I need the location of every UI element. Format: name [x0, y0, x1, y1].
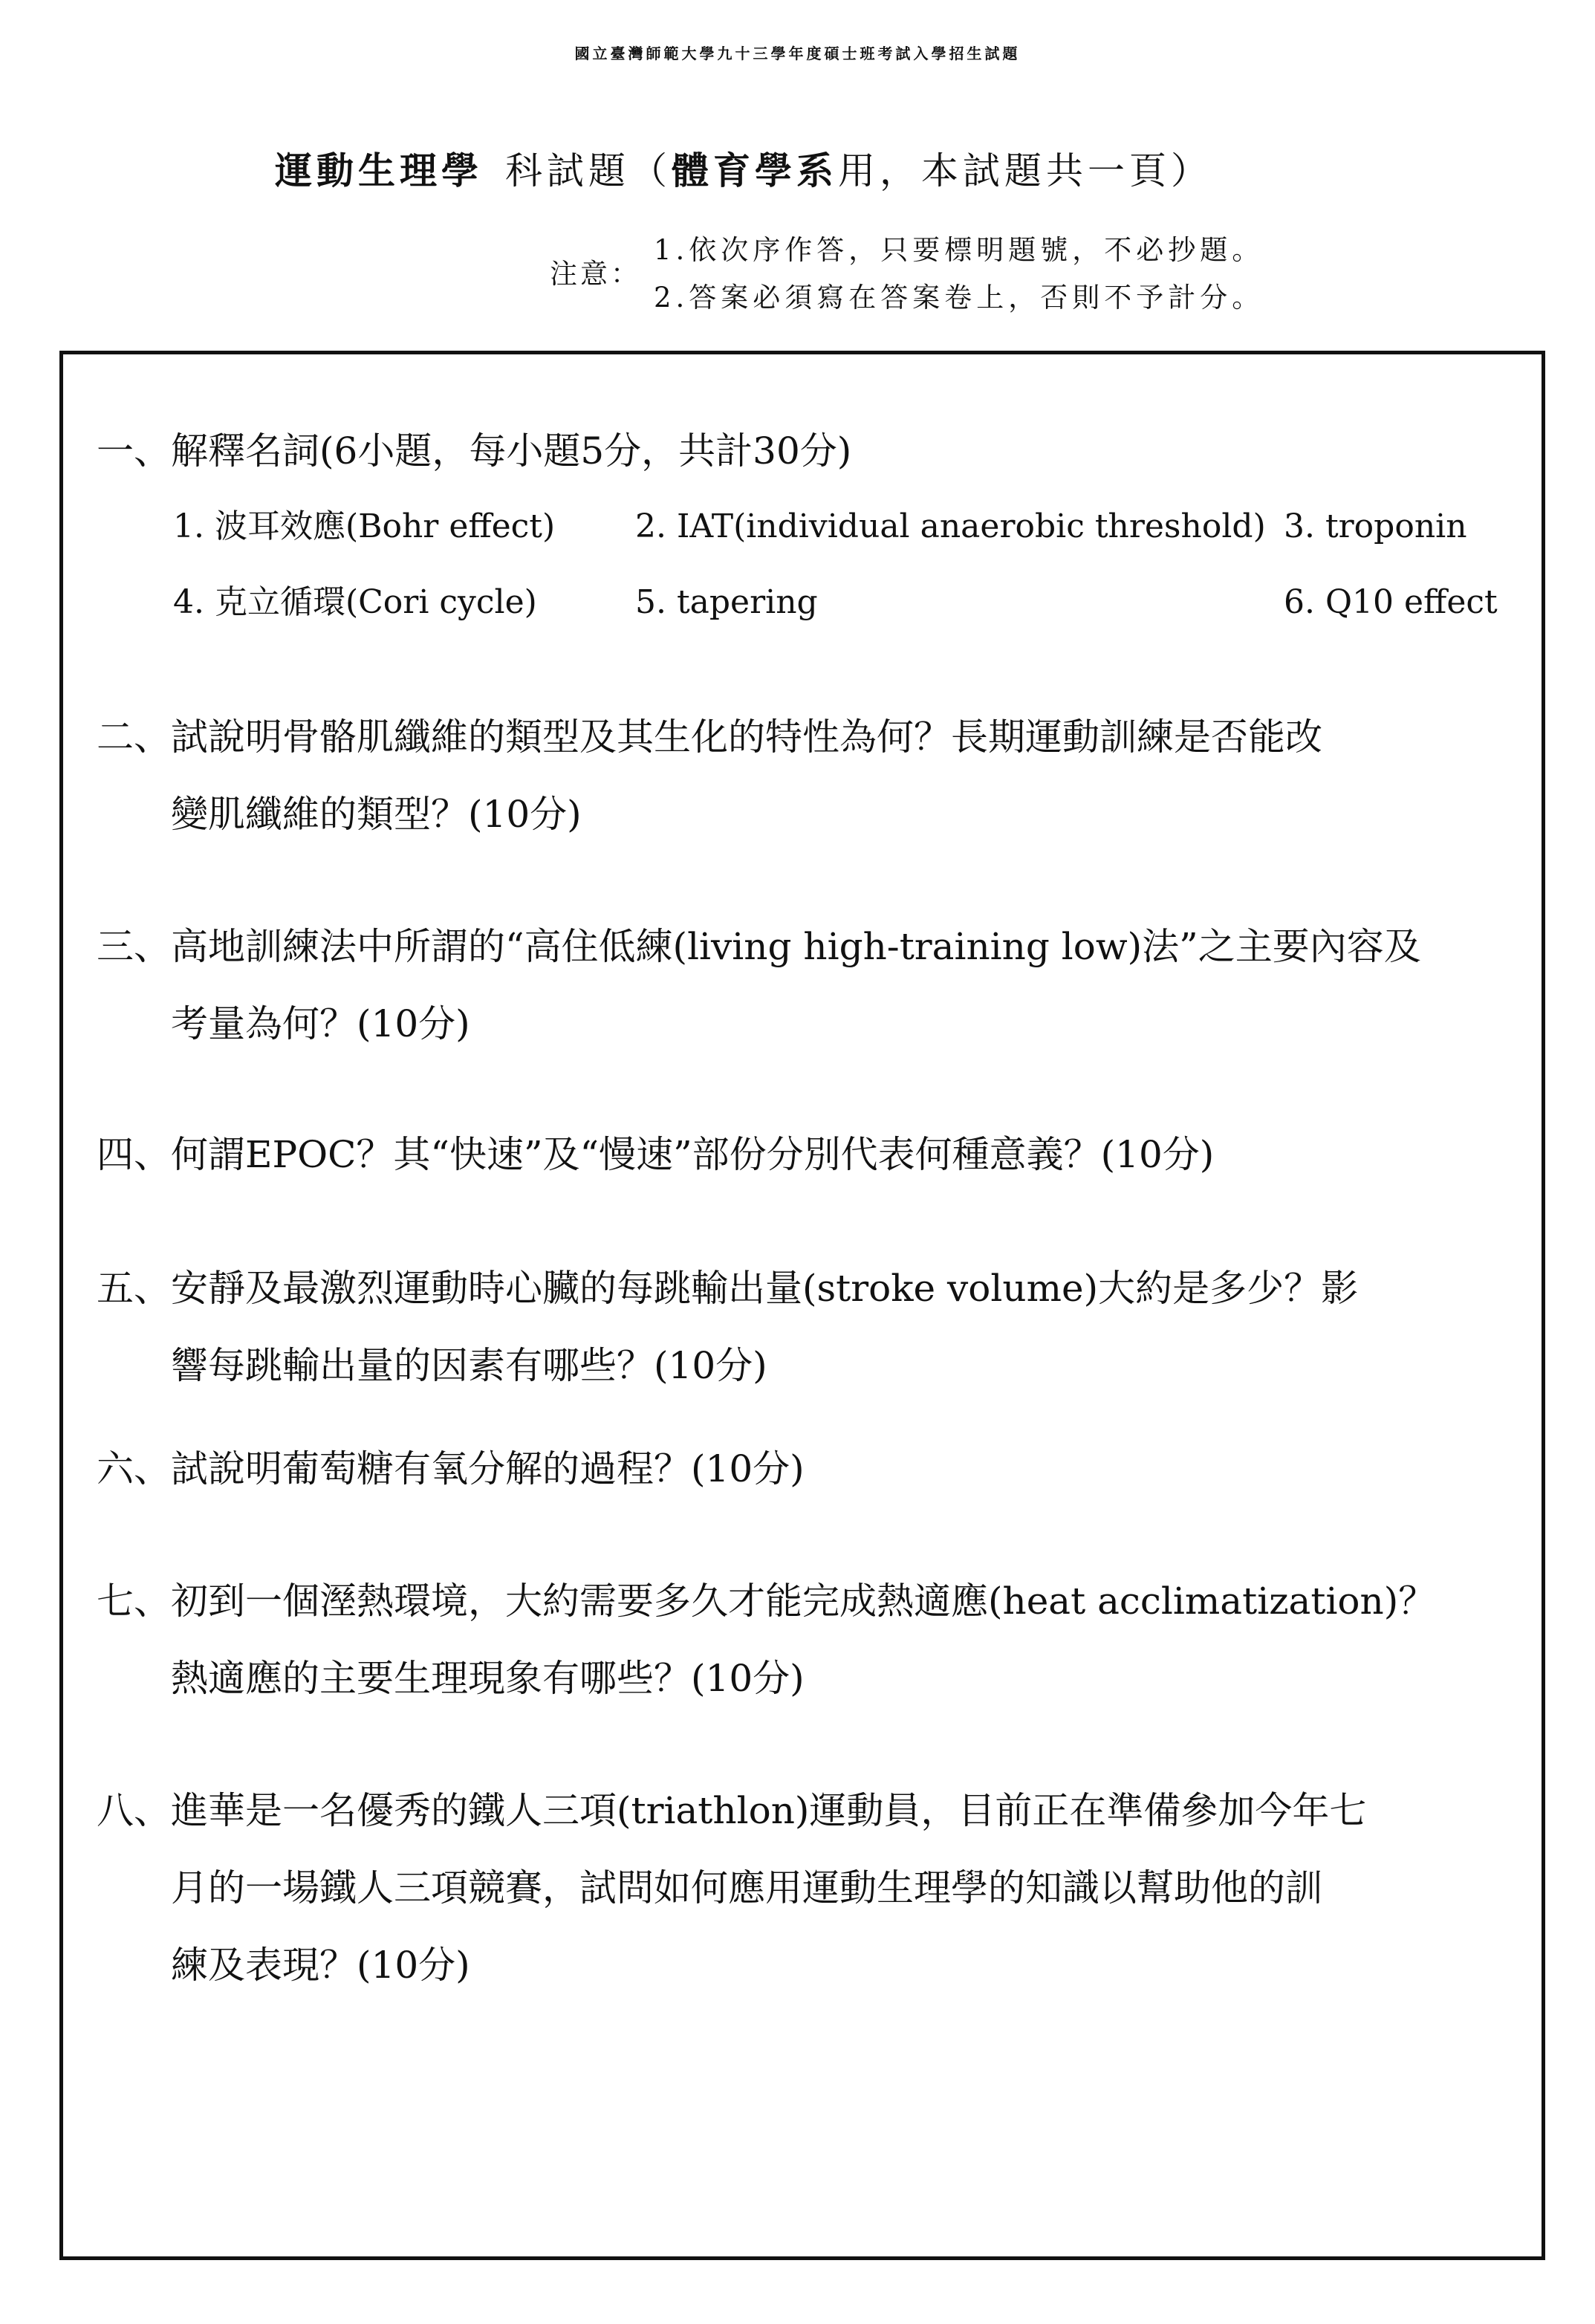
subject-line	[275, 149, 1212, 192]
question-line: 練及表現？(10分)	[171, 1944, 470, 1987]
question-line: 六、試說明葡萄糖有氧分解的過程？(10分)	[97, 1447, 805, 1490]
question-line: 變肌纖維的類型？(10分)	[171, 793, 582, 836]
question-line: 考量為何？(10分)	[171, 1002, 470, 1045]
subject-line-suffix: 用，本試題共一頁）	[838, 149, 1212, 192]
question-line: 五、安靜及最激烈運動時心臟的每跳輸出量(stroke volume)大約是多少？影	[97, 1267, 1359, 1310]
term-3: 3. troponin	[1284, 507, 1467, 545]
question-line: 七、初到一個溼熱環境，大約需要多久才能完成熱適應(heat acclimatization)？	[97, 1580, 1436, 1623]
department-name: 體育學系	[672, 149, 838, 192]
question-line: 三、高地訓練法中所謂的“高住低練(living high-training low)法”之主要內容及	[97, 925, 1421, 968]
question-line: 熱適應的主要生理現象有哪些？(10分)	[171, 1657, 805, 1700]
question-line: 響每跳輸出量的因素有哪些？(10分)	[171, 1344, 767, 1387]
question-line: 四、何謂EPOC？其“快速”及“慢速”部份分別代表何種意義？(10分)	[97, 1133, 1215, 1176]
notice-item: 2.答案必須寫在答案卷上，否則不予計分。	[654, 282, 1264, 314]
question-line: 月的一場鐵人三項競賽，試問如何應用運動生理學的知識以幫助他的訓	[171, 1866, 1322, 1909]
question-5	[97, 1267, 1359, 1424]
question-4	[97, 1133, 1215, 1213]
exam-title: 國立臺灣師範大學九十三學年度碩士班考試入學招生試題	[574, 45, 1021, 62]
question-2	[97, 715, 1322, 873]
term-6: 6. Q10 effect	[1284, 583, 1498, 621]
subject-suffix: 科試題（	[505, 149, 672, 192]
term-4: 4. 克立循環(Cori cycle)	[173, 583, 537, 621]
question-8	[97, 1789, 1367, 2024]
question-line: 八、進華是一名優秀的鐵人三項(triathlon)運動員，目前正在準備參加今年七	[97, 1789, 1367, 1832]
question-6	[97, 1447, 805, 1528]
question-1-heading: 一、解釋名詞(6小題，每小題5分，共計30分)	[97, 429, 852, 473]
notice-list	[654, 236, 1264, 331]
subject-name: 運動生理學	[275, 149, 483, 192]
notice-item: 1.依次序作答，只要標明題號，不必抄題。	[654, 234, 1264, 266]
question-1	[97, 429, 852, 510]
term-2: 2. IAT(individual anaerobic threshold)	[635, 507, 1266, 545]
question-box	[59, 351, 1545, 2260]
question-3	[97, 925, 1421, 1083]
notice-label: 注意：	[550, 258, 641, 290]
question-line: 二、試說明骨骼肌纖維的類型及其生化的特性為何？長期運動訓練是否能改	[97, 715, 1322, 759]
term-5: 5. tapering	[635, 583, 818, 621]
question-7	[97, 1580, 1436, 1737]
term-1: 1. 波耳效應(Bohr effect)	[173, 507, 556, 545]
